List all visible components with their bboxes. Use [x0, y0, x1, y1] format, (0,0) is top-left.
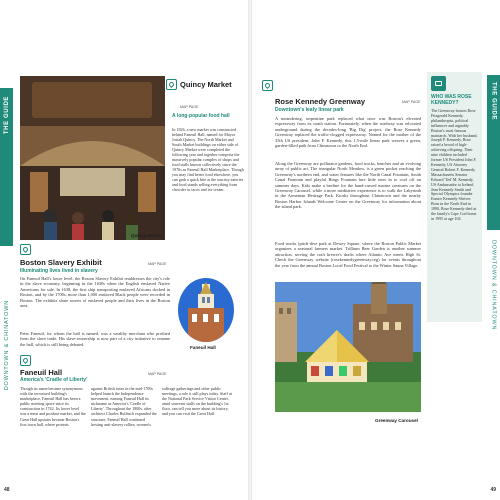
section-tab-guide-label: THE GUIDE [3, 96, 10, 135]
quincy-market-title: Quincy Market [180, 80, 232, 89]
faneuil-hall-col-2: against British taxes in the mid-1700s helped launch the Independence movement, earning Faneuil Hall its nickname as America's 'Cradle of Liberty'. Throughout the 1800s, after architect Charles Bulfinch expanded the structure, Faneuil Hall continued hosting anti-slavery rallies, women's [91, 386, 157, 427]
slavery-exhibit-body-2: Peter Faneuil, for whom the hall is named, was a wealthy merchant who profited from the slave trade. His slave-ownership is now part of a city initiative to rename the hall, which is still being debated. [20, 331, 170, 347]
slavery-exhibit-title: Boston Slavery Exhibit [20, 258, 102, 267]
greenway-body-3: Food trucks (pitch-dive park at Dewey Square, where the Boston Public Market organizes a seasonal farmers market. Trillium Beer Garden is another summer attraction, serving the craft brewer's drafts where Atlantic Ave meets High St. Check the Greenway website (rosekennedygreenway.org) for events throughout the year from the annual Boston Local Food Festival to the Winter Sauna Village. [275, 241, 421, 268]
quincy-market-body: In 1826, a new market was constructed behind Faneuil Hall, named for Mayor Josiah Quincy. The North Market and South Market buildings on either side of Quincy Market were completed the following year and together comprise the massively popular complex of shops and food stalls known collectively since the 1970s as Faneuil Hall Marketplace. Though you may find better food elsewhere, you can grab a quick bite at the touristy eateries and food stands selling everything from chowder to tacos and ice cream. [172, 127, 244, 192]
map-pin-icon [20, 244, 31, 255]
map-pin-icon [262, 80, 273, 91]
faneuil-hall-col-1: Though its name became synonymous with the terrorised building's marketplace, Faneuil Hall has been a public meeting space since its construction in 1742. Its lower level was a meat and produce market, and the Great Hall upstairs became Boston's first town hall, where protests [20, 386, 86, 427]
faneuil-hall-subtitle: America's 'Cradle of Liberty' [20, 377, 88, 383]
page-number-left: 48 [4, 487, 10, 493]
right-section-tab [487, 0, 500, 500]
quincy-market-photo [20, 76, 165, 240]
quincy-photo-caption: Quincy Market [131, 233, 163, 238]
greenway-map-label: MAP PAGE [402, 100, 421, 104]
slavery-map-label: MAP PAGE [148, 262, 167, 266]
camera-icon [431, 76, 446, 91]
quincy-market-subtitle: A long-popular food hall [172, 113, 230, 119]
who-was-rose-kennedy-sidebar [427, 72, 482, 322]
greenway-title: Rose Kennedy Greenway [275, 97, 366, 106]
faneuil-hall-col-3: suffrage gatherings and other public meetings, a role it still plays today. Staff at the National Park Service Visitor Center, amid souvenir stalls on the building's 1st floor, can tell you more about its history, and you can visit the Great Hall. [162, 386, 232, 417]
map-pin-icon [20, 355, 31, 366]
map-pin-icon [166, 79, 177, 90]
faneuil-map-label: MAP PAGE [148, 372, 167, 376]
section-tab-district-label: DOWNTOWN & CHINATOWN [3, 300, 10, 391]
section-tab-district-label: DOWNTOWN & CHINATOWN [490, 240, 497, 331]
slavery-exhibit-subtitle: Illuminating lives lived in slavery [20, 268, 98, 274]
sidebar-body: The Greenway honors Rose Fitzgerald Kennedy, philanthropist, political influencer and arguably Boston's most famous matriarch. With her husband, Joseph P. Kennedy, Rose raised a brood of high-achieving offspring. Their nine children included former US President John F. Kennedy, US Attorney General Robert F. Kennedy, Massachusetts Senator Edward 'Ted' M. Kennedy, US Ambassador to Ireland Jean Kennedy Smith and Special Olympics founder Eunice Kennedy Shriver. Born in the North End in 1890, Rose Kennedy died at the family's Cape Cod home in 1995 at age 104. [431, 108, 478, 221]
greenway-photo-caption: Greenway Carousel [375, 418, 418, 423]
left-section-tab [0, 0, 13, 500]
greenway-body-2: Along the Greenway are pollinator gardens, food trucks, benches and an evolving array of public art. The triangular North Meadow, is a green pocket reaching the Greenway's northern end, and water features like the North Canal Fountain, South Canal Fountain and playful Rings Fountain lure little ones in to cool off on summer days. Kids make a beeline for the hand-carved marine creatures on the Greenway Carousel, while a more meditative experience is to walk the Labyrinth in the Armenian Heritage Park. Kiosks throughout Chinatown and the nearby Boston Harbor Islands Welcome Center on the Greenway for information about the island park. [275, 161, 421, 210]
greenway-body-1: A meandering, serpentine park replaced what once was Boston's elevated expressway from its south station. Fortunately, when the roadway was relocated underground during the decades-long 'Big Dig' project, the Rose Kennedy Greenway replaced the traffic-clogged expressway. Named for the mother of the 35th US president, John F. Kennedy, this 1.5-mile linear park weaves a green, garden-filled path from Chinatown to the North End. [275, 116, 421, 149]
faneuil-photo-caption: Faneuil Hall [190, 345, 216, 350]
slavery-exhibit-body-1: On Faneuil Hall's lower level, the Boston Slavery Exhibit readdresses the city's role in the slave economy, beginning in the 1630s when the English enslaved Native Americans for sale. In 1638, the first ship transporting enslaved Africans docked in Boston, and by the 1700s, more than 1,000 enslaved Black people were recorded in Boston. The exhibits share stories of enslaved people and their lives in the Boston area. [20, 276, 170, 309]
greenway-carousel-photo [275, 282, 421, 412]
book-gutter [248, 0, 252, 500]
faneuil-hall-title: Faneuil Hall [20, 368, 63, 377]
page-number-right: 49 [490, 487, 496, 493]
section-tab-guide-label: THE GUIDE [490, 82, 497, 121]
quincy-map-label: MAP PAGE [180, 105, 199, 109]
greenway-subtitle: Downtown's leafy linear park [275, 107, 344, 113]
sidebar-title: WHO WAS ROSE KENNEDY? [431, 94, 472, 106]
faneuil-hall-photo [178, 278, 234, 342]
